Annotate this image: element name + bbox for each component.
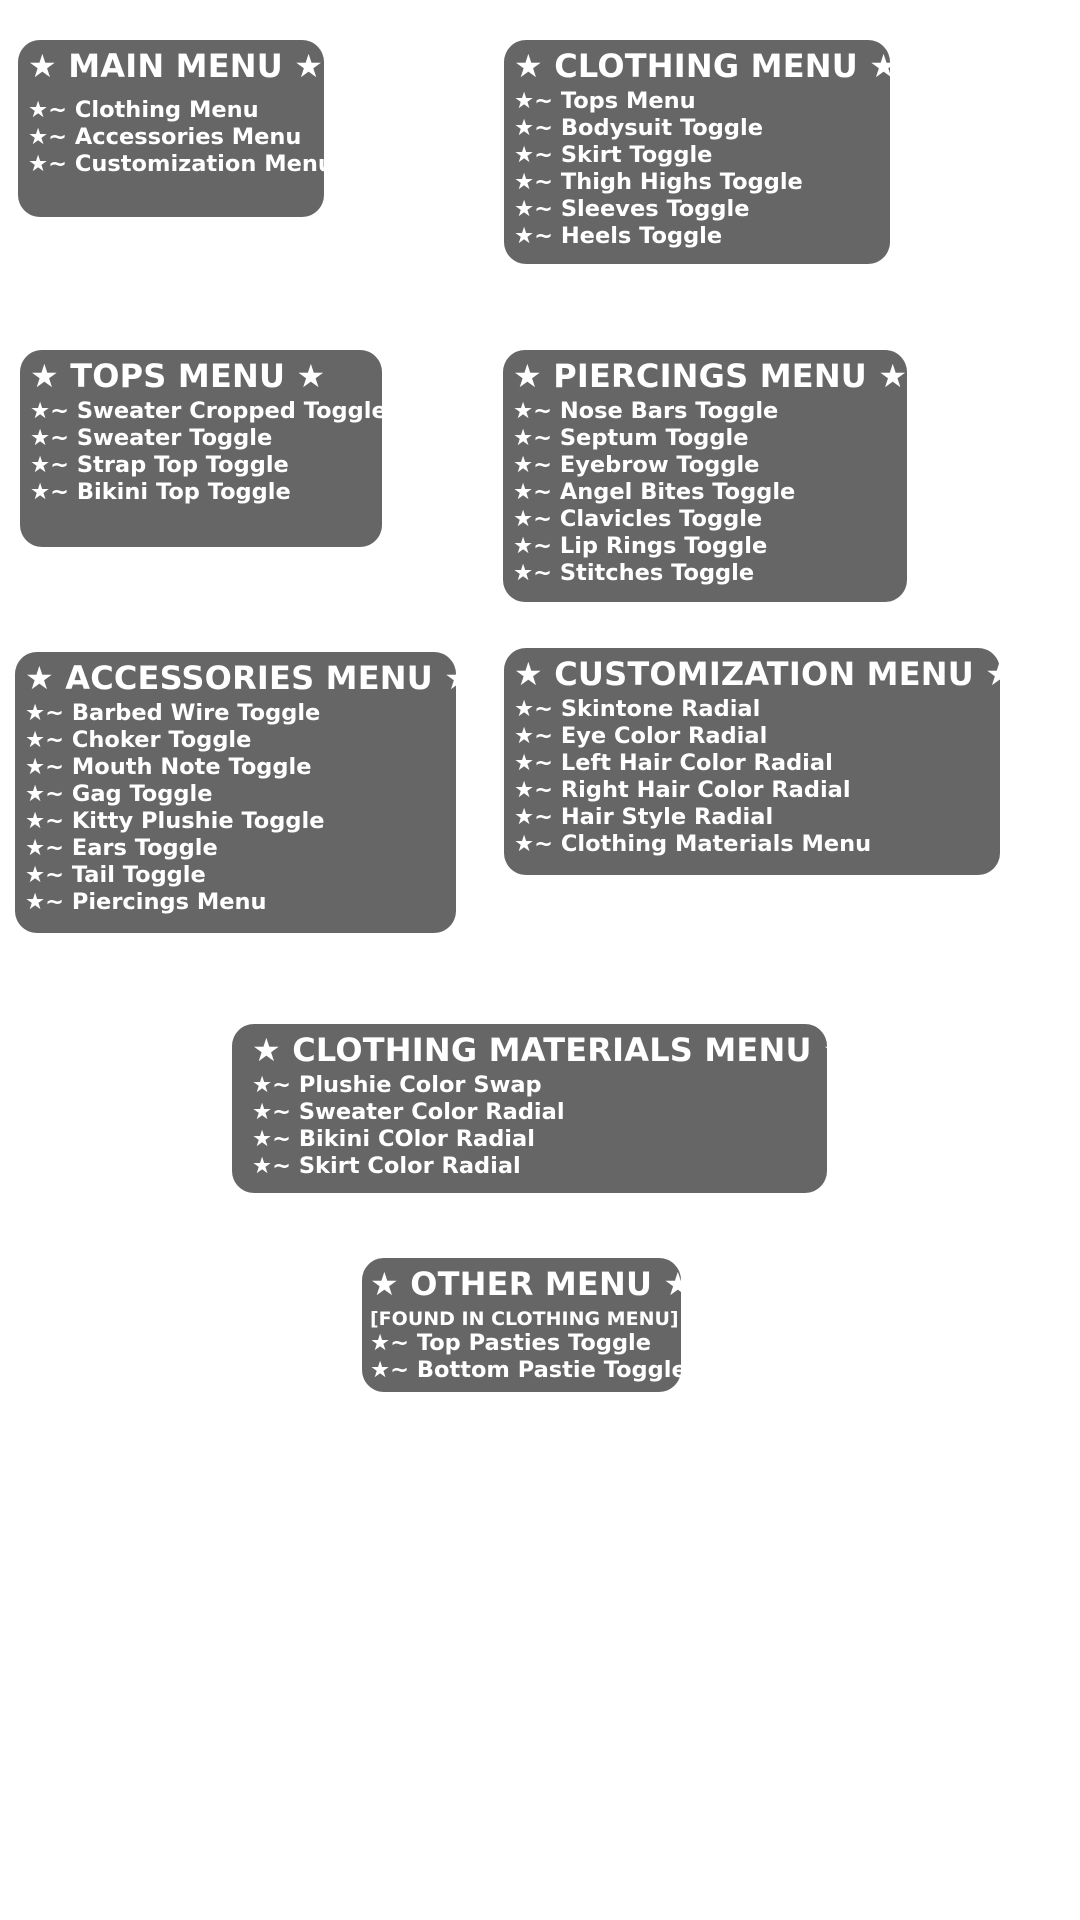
menu-item-sweater-cropped-toggle[interactable]: ★~ Sweater Cropped Toggle — [30, 398, 387, 424]
menu-item-bikini-top-toggle[interactable]: ★~ Bikini Top Toggle — [30, 479, 291, 505]
menu-item-skintone-radial[interactable]: ★~ Skintone Radial — [514, 696, 761, 722]
menu-item-piercings-menu[interactable]: ★~ Piercings Menu — [25, 889, 267, 915]
menu-item-bottom-pastie-toggle[interactable]: ★~ Bottom Pastie Toggle — [370, 1357, 687, 1383]
piercings-menu-list — [513, 398, 897, 587]
menu-item-choker-toggle[interactable]: ★~ Choker Toggle — [25, 727, 252, 753]
menu-item-heels-toggle[interactable]: ★~ Heels Toggle — [514, 223, 723, 249]
menu-item-sleeves-toggle[interactable]: ★~ Sleeves Toggle — [514, 196, 750, 222]
menu-item-tops-menu[interactable]: ★~ Tops Menu — [514, 88, 696, 114]
menu-item-mouth-note-toggle[interactable]: ★~ Mouth Note Toggle — [25, 754, 312, 780]
customization-menu-title: ★ CUSTOMIZATION MENU ★ — [514, 655, 1015, 693]
clothing-menu-panel — [504, 40, 899, 264]
clothing-menu-title: ★ CLOTHING MENU ★ — [514, 47, 899, 85]
menu-item-bikini-color-radial[interactable]: ★~ Bikini COlor Radial — [252, 1126, 535, 1152]
piercings-menu-panel — [503, 350, 907, 602]
menu-item-barbed-wire-toggle[interactable]: ★~ Barbed Wire Toggle — [25, 700, 321, 726]
menu-item-tail-toggle[interactable]: ★~ Tail Toggle — [25, 862, 206, 888]
menu-item-bodysuit-toggle[interactable]: ★~ Bodysuit Toggle — [514, 115, 763, 141]
menu-item-clavicles-toggle[interactable]: ★~ Clavicles Toggle — [513, 506, 763, 532]
menu-item-angel-bites-toggle[interactable]: ★~ Angel Bites Toggle — [513, 479, 796, 505]
menu-item-strap-top-toggle[interactable]: ★~ Strap Top Toggle — [30, 452, 289, 478]
other-menu-panel — [362, 1258, 693, 1392]
accessories-menu-panel — [15, 652, 474, 933]
main-menu-panel — [18, 40, 334, 217]
menu-item-kitty-plushie-toggle[interactable]: ★~ Kitty Plushie Toggle — [25, 808, 325, 834]
other-menu-title: ★ OTHER MENU ★ — [370, 1265, 693, 1303]
clothing-menu-list — [514, 88, 880, 250]
menu-item-right-hair-color-radial[interactable]: ★~ Right Hair Color Radial — [514, 777, 851, 803]
menu-item-plushie-color-swap[interactable]: ★~ Plushie Color Swap — [252, 1072, 542, 1098]
menu-item-skirt-toggle[interactable]: ★~ Skirt Toggle — [514, 142, 713, 168]
menu-item-nose-bars-toggle[interactable]: ★~ Nose Bars Toggle — [513, 398, 779, 424]
menu-item-eyebrow-toggle[interactable]: ★~ Eyebrow Toggle — [513, 452, 760, 478]
menu-item-hair-style-radial[interactable]: ★~ Hair Style Radial — [514, 804, 774, 830]
menu-item-skirt-color-radial[interactable]: ★~ Skirt Color Radial — [252, 1153, 521, 1179]
menu-item-stitches-toggle[interactable]: ★~ Stitches Toggle — [513, 560, 755, 586]
menu-item-sweater-toggle[interactable]: ★~ Sweater Toggle — [30, 425, 273, 451]
menu-item-sweater-color-radial[interactable]: ★~ Sweater Color Radial — [252, 1099, 565, 1125]
menu-item-thigh-highs-toggle[interactable]: ★~ Thigh Highs Toggle — [514, 169, 803, 195]
other-menu-subtitle: [FOUND IN CLOTHING MENU] — [370, 1308, 679, 1330]
clothing-materials-menu-list — [252, 1072, 817, 1180]
menu-item-gag-toggle[interactable]: ★~ Gag Toggle — [25, 781, 213, 807]
customization-menu-panel — [504, 648, 1015, 875]
clothing-materials-menu-title: ★ CLOTHING MATERIALS MENU ★ — [252, 1031, 852, 1069]
tops-menu-title: ★ TOPS MENU ★ — [30, 357, 326, 395]
menu-item-clothing-menu[interactable]: ★~ Clothing Menu — [28, 97, 259, 123]
main-menu-title: ★ MAIN MENU ★ — [28, 47, 324, 85]
menu-item-septum-toggle[interactable]: ★~ Septum Toggle — [513, 425, 749, 451]
other-menu-list — [370, 1330, 687, 1384]
accessories-menu-title: ★ ACCESSORIES MENU ★ — [25, 659, 474, 697]
accessories-menu-list — [25, 700, 446, 916]
menu-item-ears-toggle[interactable]: ★~ Ears Toggle — [25, 835, 218, 861]
menu-item-accessories-menu[interactable]: ★~ Accessories Menu — [28, 124, 302, 150]
menu-item-lip-rings-toggle[interactable]: ★~ Lip Rings Toggle — [513, 533, 768, 559]
tops-menu-panel — [20, 350, 387, 547]
menu-item-left-hair-color-radial[interactable]: ★~ Left Hair Color Radial — [514, 750, 833, 776]
menu-item-clothing-materials-menu[interactable]: ★~ Clothing Materials Menu — [514, 831, 872, 857]
menu-item-customization-menu[interactable]: ★~ Customization Menu — [28, 151, 334, 177]
piercings-menu-title: ★ PIERCINGS MENU ★ — [513, 357, 908, 395]
customization-menu-list — [514, 696, 990, 858]
main-menu-list — [28, 97, 334, 178]
clothing-materials-menu-panel — [232, 1024, 852, 1193]
menu-item-top-pasties-toggle[interactable]: ★~ Top Pasties Toggle — [370, 1330, 652, 1356]
menu-item-eye-color-radial[interactable]: ★~ Eye Color Radial — [514, 723, 768, 749]
tops-menu-list — [30, 398, 387, 506]
